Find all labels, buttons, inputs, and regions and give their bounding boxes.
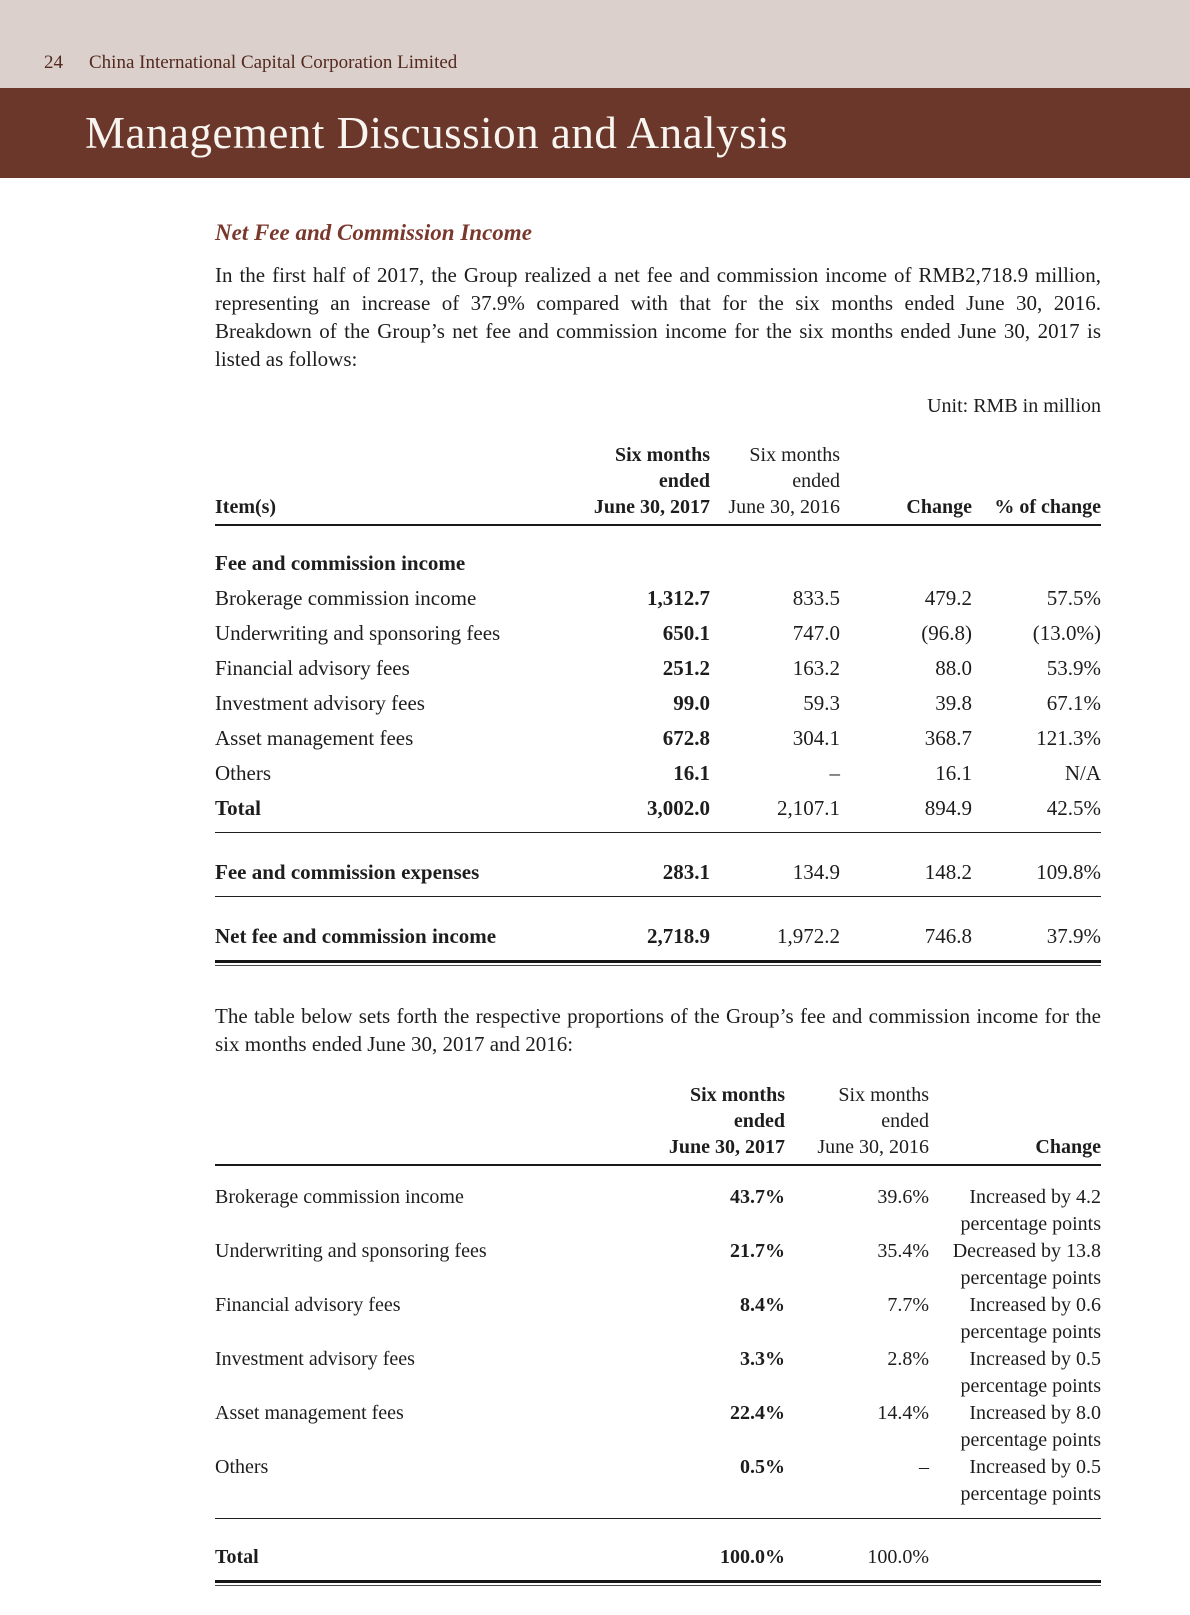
- table1-net-row: Net fee and commission income 2,718.9 1,972.2 746.8 37.9%: [215, 924, 1101, 948]
- table2-body: [215, 1166, 1101, 1586]
- table1-group-row: [215, 526, 1101, 581]
- table1-header-2017: Six months ended June 30, 2017: [593, 444, 710, 518]
- intro-paragraph: In the first half of 2017, the Group realized a net fee and commission income of RMB2,718.9 million, representing an increase of 37.9% compared with that for the six months ended June 30, 2016. Breakdown of the Group’s net fee and commission income for the six months ended June 30, 2017 is listed as follows:: [215, 263, 1101, 371]
- page-number: 24: [44, 52, 63, 73]
- page-header: [0, 0, 1190, 88]
- table1-row: Investment advisory fees 99.0 59.3 39.8 67.1%: [215, 691, 1101, 715]
- table1-row: Others 16.1 – 16.1 N/A: [215, 761, 1101, 785]
- table2-row: Others 0.5% – Increased by 0.5 percentage points: [215, 1454, 1101, 1519]
- section-title: Net Fee and Commission Income: [215, 220, 532, 245]
- table1-header-2016: Six months ended June 30, 2016: [728, 444, 840, 518]
- table1-body: [215, 526, 1101, 966]
- table1-row: Asset management fees 672.8 304.1 368.7 121.3%: [215, 726, 1101, 750]
- unit-note: Unit: RMB in million: [927, 395, 1101, 417]
- table2-total-row: Total 100.0% 100.0%: [215, 1546, 929, 1568]
- table2-header-2016: Six months ended June 30, 2016: [817, 1084, 929, 1158]
- heavy-rule: [215, 960, 1101, 966]
- table1-total-row: Total 3,002.0 2,107.1 894.9 42.5%: [215, 791, 1101, 833]
- table1-header-item: Item(s): [215, 496, 277, 518]
- table2-header-item: [215, 1082, 635, 1160]
- table2-header-change: Change: [1035, 1136, 1101, 1158]
- table2-row: Underwriting and sponsoring fees 21.7% 35.4% Decreased by 13.8 percentage points: [215, 1240, 1101, 1289]
- table1-net-row-wrap: [215, 919, 1101, 966]
- heavy-rule: [215, 1580, 1101, 1586]
- company-name: China International Capital Corporation Limited: [89, 52, 458, 73]
- table2-row: Financial advisory fees 8.4% 7.7% Increased by 0.6 percentage points: [215, 1294, 1101, 1343]
- table1-row: Financial advisory fees 251.2 163.2 88.0 53.9%: [215, 656, 1101, 680]
- table1-header-change: Change: [906, 496, 972, 518]
- table1-header-pct-change: % of change: [994, 496, 1101, 518]
- table1-header: [215, 442, 1101, 526]
- table2-row: Brokerage commission income 43.7% 39.6% Increased by 4.2 percentage points: [215, 1186, 1101, 1235]
- table2-total-wrap: [215, 1541, 1101, 1586]
- banner-title: Management Discussion and Analysis: [85, 108, 789, 158]
- table2-row: Asset management fees 22.4% 14.4% Increased by 8.0 percentage points: [215, 1402, 1101, 1451]
- section-banner: [0, 88, 1190, 178]
- table1-row: Brokerage commission income 1,312.7 833.5 479.2 57.5%: [215, 586, 1101, 610]
- page-content: [0, 218, 1190, 1586]
- table1-expenses-row: Fee and commission expenses 283.1 134.9 148.2 109.8%: [215, 855, 1101, 897]
- table2-row: Investment advisory fees 3.3% 2.8% Increased by 0.5 percentage points: [215, 1348, 1101, 1397]
- table2-header: [215, 1082, 1101, 1166]
- table1-group-label: Fee and commission income: [215, 551, 466, 575]
- table2-header-2017: Six months ended June 30, 2017: [668, 1084, 785, 1158]
- table1-row: Underwriting and sponsoring fees 650.1 747.0 (96.8) (13.0%): [215, 621, 1101, 645]
- proportions-paragraph: The table below sets forth the respective proportions of the Group’s fee and commission income for the six months ended June 30, 2017 and 2016:: [215, 1004, 1101, 1056]
